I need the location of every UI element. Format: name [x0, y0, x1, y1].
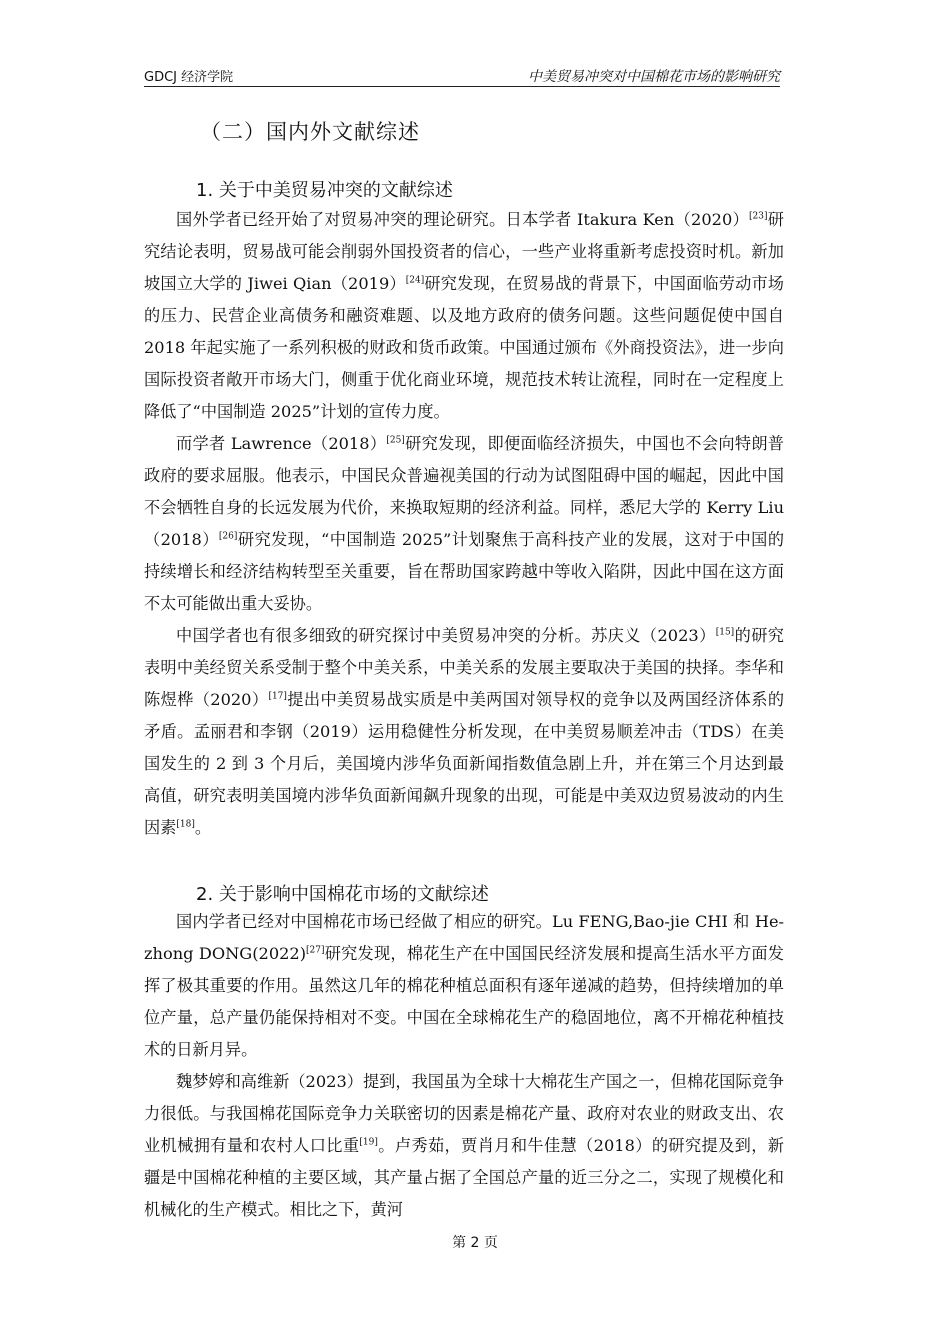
subsection-1-body — [144, 204, 784, 844]
paragraph: 国内学者已经对中国棉花市场已经做了相应的研究。Lu FENG,Bao-jie CHI 和 He-zhong DONG(2022)[27]研究发现，棉花生产在中国国民经济发展和提高生活水平方面发挥了极其重要的作用。虽然这几年的棉花种植总面积有逐年递减的趋势，但持续增加的单位产量，总产量仍能保持相对不变。中国在全球棉花生产的稳固地位，离不开棉花种植技术的日新月异。 — [144, 912, 784, 1059]
subsection-2-body — [144, 906, 784, 1226]
citation: [24] — [405, 275, 425, 286]
paragraph: 魏梦婷和高维新（2023）提到，我国虽为全球十大棉花生产国之一，但棉花国际竞争力很低。与我国棉花国际竞争力关联密切的因素是棉花产量、政府对农业的财政支出、农业机械拥有量和农村人口比重[19]。卢秀茹，贾肖月和牛佳慧（2018）的研究提及到，新疆是中国棉花种植的主要区域，其产量占据了全国总产量的近三分之二，实现了规模化和机械化的生产模式。相比之下，黄河 — [144, 1072, 784, 1219]
section-title: （二）国内外文献综述 — [200, 120, 420, 144]
citation: [27] — [306, 945, 325, 956]
header-institution: GDCJ 经济学院 — [144, 70, 234, 85]
header-paper-title: 中美贸易冲突对中国棉花市场的影响研究 — [528, 69, 780, 85]
paragraph: 国外学者已经开始了对贸易冲突的理论研究。日本学者 Itakura Ken（2020）[23]研究结论表明，贸易战可能会削弱外国投资者的信心，一些产业将重新考虑投资时机。新加坡国立大学的 Jiwei Qian（2019）[24]研究发现，在贸易战的背景下，中国面临劳动市场的压力、民营企业高债务和融资难题、以及地方政府的债务问题。这些问题促使中国自 2018 年起实施了一系列积极的财政和货币政策。中国通过颁布《外商投资法》，进一步向国际投资者敞开市场大门，侧重于优化商业环境，规范技术转让流程，同时在一定程度上降低了“中国制造 2025”计划的宣传力度。 — [144, 210, 784, 421]
citation: [19] — [359, 1137, 378, 1148]
page-number: 第 2 页 — [452, 1235, 498, 1251]
paragraph: 中国学者也有很多细致的研究探讨中美贸易冲突的分析。苏庆义（2023）[15]的研究表明中美经贸关系受制于整个中美关系，中美关系的发展主要取决于美国的抉择。李华和陈煜桦（2020）[17]提出中美贸易战实质是中美两国对领导权的竞争以及两国经济体系的矛盾。孟丽君和李钢（2019）运用稳健性分析发现，在中美贸易顺差冲击（TDS）在美国发生的 2 到 3 个月后，美国境内涉华负面新闻指数值急剧上升，并在第三个月达到最高值，研究表明美国境内涉华负面新闻飙升现象的出现，可能是中美双边贸易波动的内生因素[18]。 — [144, 626, 785, 837]
citation: [26] — [218, 531, 238, 542]
citation: [23] — [749, 211, 768, 222]
subsection-1-title: 1. 关于中美贸易冲突的文献综述 — [196, 180, 453, 201]
page-header — [144, 62, 780, 87]
citation: [18] — [176, 819, 195, 830]
citation: [25] — [386, 435, 405, 446]
paragraph: 而学者 Lawrence（2018）[25]研究发现，即便面临经济损失，中国也不会向特朗普政府的要求屈服。他表示，中国民众普遍视美国的行动为试图阻碍中国的崛起，因此中国不会牺牲自身的长远发展为代价，来换取短期的经济利益。同样，悉尼大学的 Kerry Liu（2018）[26]研究发现，“中国制造 2025”计划聚焦于高科技产业的发展，这对于中国的持续增长和经济结构转型至关重要，旨在帮助国家跨越中等收入陷阱，因此中国在这方面不太可能做出重大妥协。 — [144, 434, 785, 613]
subsection-2-title: 2. 关于影响中国棉花市场的文献综述 — [196, 884, 489, 905]
citation: [17] — [268, 691, 287, 702]
citation: [15] — [715, 627, 735, 638]
